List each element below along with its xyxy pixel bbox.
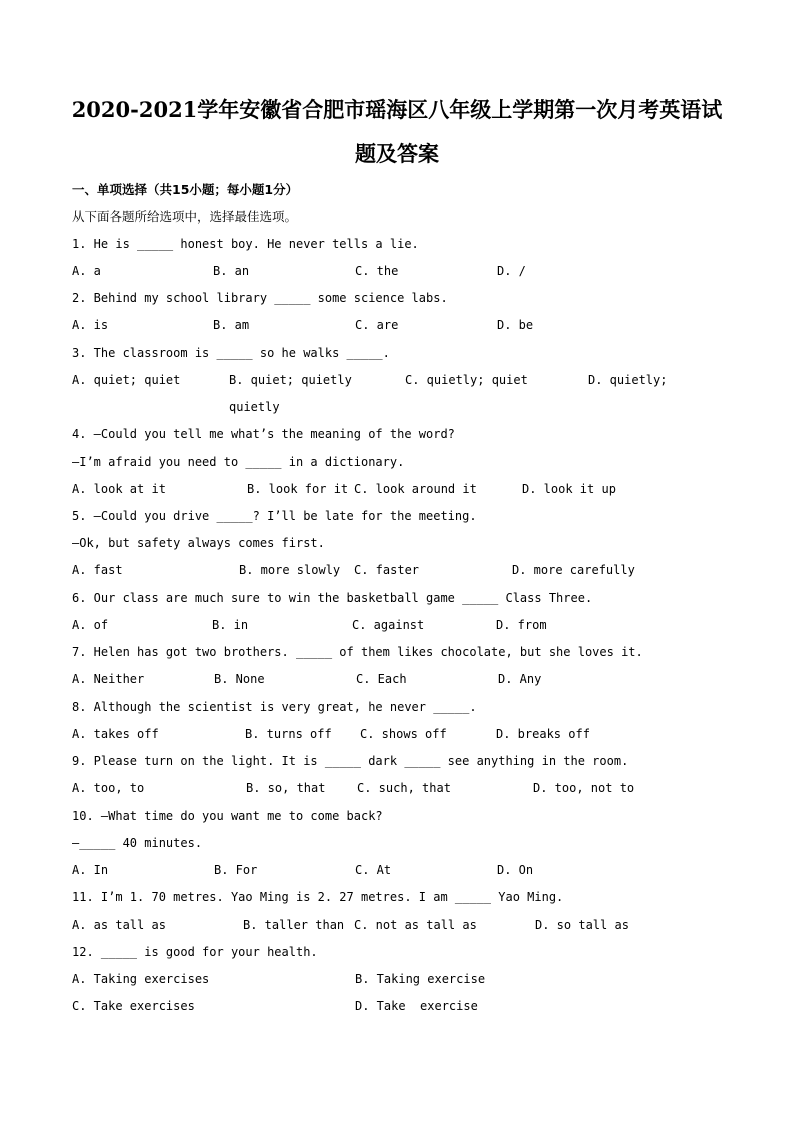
document-title-line-2: 题及答案 xyxy=(355,141,439,166)
question-12-option-c: C. Take exercises xyxy=(72,999,195,1013)
question-5-option-c: C. faster xyxy=(354,563,420,577)
question-3-option-d: D. quietly; xyxy=(588,373,668,387)
question-3-stem: 3. The classroom is _____ so he walks _____. xyxy=(72,346,390,360)
question-9-option-c: C. such, that xyxy=(357,781,451,795)
question-10-option-d: D. On xyxy=(497,863,534,877)
question-10-stem-line-1: 10. —What time do you want me to come back? xyxy=(72,809,383,823)
question-9-option-a: A. too, to xyxy=(72,781,145,795)
question-1-option-b: B. an xyxy=(213,264,250,278)
question-2-stem: 2. Behind my school library _____ some science labs. xyxy=(72,291,448,305)
question-5-stem-line-1: 5. —Could you drive _____? I’ll be late for the meeting. xyxy=(72,509,477,523)
question-12-option-a: A. Taking exercises xyxy=(72,972,210,986)
question-12-stem: 12. _____ is good for your health. xyxy=(72,945,318,959)
question-8-stem: 8. Although the scientist is very great, he never _____. xyxy=(72,700,477,714)
question-3-option-c: C. quietly; quiet xyxy=(405,373,528,387)
question-8-option-a: A. takes off xyxy=(72,727,159,741)
question-5-stem-line-2: —Ok, but safety always comes first. xyxy=(72,536,325,550)
question-1-option-a: A. a xyxy=(72,264,101,278)
question-6-option-b: B. in xyxy=(212,618,249,632)
question-11-option-b: B. taller than xyxy=(243,918,345,932)
question-2-option-c: C. are xyxy=(355,318,399,332)
question-6-option-a: A. of xyxy=(72,618,109,632)
question-10-option-c: C. At xyxy=(355,863,392,877)
question-6-option-c: C. against xyxy=(352,618,425,632)
question-5-option-d: D. more carefully xyxy=(512,563,635,577)
question-11-stem: 11. I’m 1. 70 metres. Yao Ming is 2. 27 metres. I am _____ Yao Ming. xyxy=(72,890,564,904)
question-11-option-c: C. not as tall as xyxy=(354,918,477,932)
question-7-stem: 7. Helen has got two brothers. _____ of them likes chocolate, but she loves it. xyxy=(72,645,643,659)
question-8-option-c: C. shows off xyxy=(360,727,447,741)
question-7-option-c: C. Each xyxy=(356,672,407,686)
question-6-option-d: D. from xyxy=(496,618,547,632)
question-9-option-b: B. so, that xyxy=(246,781,326,795)
question-3-option-d-continued: quietly xyxy=(229,400,280,414)
question-10-option-b: B. For xyxy=(214,863,258,877)
question-8-option-d: D. breaks off xyxy=(496,727,590,741)
question-3-option-b: B. quiet; quietly xyxy=(229,373,352,387)
question-7-option-b: B. None xyxy=(214,672,265,686)
section-heading: 一、单项选择（共15小题；每小题1分） xyxy=(72,182,299,197)
question-4-option-c: C. look around it xyxy=(354,482,477,496)
question-2-option-d: D. be xyxy=(497,318,534,332)
question-12-option-d: D. Take exercise xyxy=(355,999,478,1013)
question-1-option-c: C. the xyxy=(355,264,399,278)
question-9-option-d: D. too, not to xyxy=(533,781,635,795)
question-2-option-b: B. am xyxy=(213,318,250,332)
question-7-option-d: D. Any xyxy=(498,672,542,686)
document-title-line-1: 2020-2021学年安徽省合肥市瑶海区八年级上学期第一次月考英语试 xyxy=(71,97,723,122)
question-10-option-a: A. In xyxy=(72,863,109,877)
question-4-option-b: B. look for it xyxy=(247,482,349,496)
question-12-option-b: B. Taking exercise xyxy=(355,972,486,986)
question-2-option-a: A. is xyxy=(72,318,109,332)
question-5-option-b: B. more slowly xyxy=(239,563,341,577)
question-4-stem-line-1: 4. —Could you tell me what’s the meaning of the word? xyxy=(72,427,455,441)
question-6-stem: 6. Our class are much sure to win the basketball game _____ Class Three. xyxy=(72,591,593,605)
question-11-option-a: A. as tall as xyxy=(72,918,166,932)
question-10-stem-line-2: —_____ 40 minutes. xyxy=(72,836,203,850)
instruction-text: 从下面各题所给选项中，选择最佳选项。 xyxy=(72,209,298,224)
question-4-stem-line-2: —I’m afraid you need to _____ in a dictionary. xyxy=(72,455,405,469)
question-4-option-a: A. look at it xyxy=(72,482,166,496)
question-3-option-a: A. quiet; quiet xyxy=(72,373,181,387)
question-9-stem: 9. Please turn on the light. It is _____ dark _____ see anything in the room. xyxy=(72,754,629,768)
question-1-option-d: D. / xyxy=(497,264,526,278)
question-1-stem: 1. He is _____ honest boy. He never tells a lie. xyxy=(72,237,419,251)
question-11-option-d: D. so tall as xyxy=(535,918,629,932)
question-4-option-d: D. look it up xyxy=(522,482,616,496)
question-7-option-a: A. Neither xyxy=(72,672,145,686)
question-8-option-b: B. turns off xyxy=(245,727,332,741)
question-5-option-a: A. fast xyxy=(72,563,123,577)
